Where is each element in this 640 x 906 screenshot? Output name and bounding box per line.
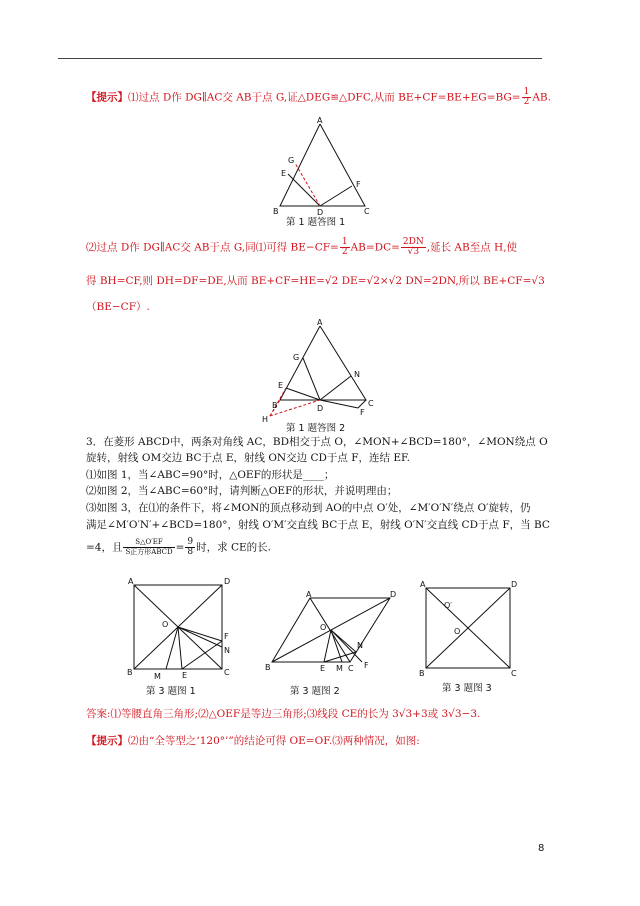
svg-text:O: O <box>320 623 327 632</box>
fig3-3-caption: 第 3 题图 3 <box>442 683 492 694</box>
svg-text:O′: O′ <box>444 601 453 610</box>
hint2-line3: （BE−CF）. <box>86 301 150 313</box>
svg-text:E: E <box>320 664 326 673</box>
hint3-line <box>86 734 420 748</box>
hint1-fraction: $\frac{1}{2}$ <box>523 87 530 107</box>
svg-text:C: C <box>368 399 374 408</box>
svg-text:F: F <box>360 408 365 417</box>
hint1-line <box>86 88 551 107</box>
svg-text:B: B <box>419 669 425 678</box>
svg-text:O: O <box>162 620 169 629</box>
svg-text:H: H <box>262 415 269 424</box>
svg-text:C: C <box>511 669 517 678</box>
problem3-line5: ⑶如图 3，在⑴的条件下，将∠MON的顶点移动到 AO的中点 O′处，∠M′O′N′绕点 O′旋转，仍 <box>86 502 531 514</box>
svg-text:D: D <box>511 580 518 589</box>
svg-text:B: B <box>127 668 133 677</box>
svg-text:N: N <box>354 370 360 379</box>
hint1-tail: AB. <box>532 91 551 104</box>
answer-line: 答案:⑴等腰直角三角形;⑵△OEF是等边三角形;⑶线段 CE的长为 3√3+3或 3√3−3. <box>86 708 481 720</box>
svg-text:D: D <box>390 590 397 599</box>
svg-text:N: N <box>357 641 363 650</box>
hint2-line2: 得 BH=CF,则 DH=DF=DE,从而 BE+CF=HE=√2 DE=√2×√2 DN=2DN,所以 BE+CF=√3 <box>86 275 545 287</box>
header-rule <box>58 58 542 59</box>
problem3-line4: ⑵如图 2，当∠ABC=60°时，请判断△OEF的形状，并说明理由； <box>86 485 398 497</box>
svg-text:E: E <box>278 381 284 390</box>
svg-text:M: M <box>154 672 161 680</box>
svg-text:A: A <box>306 590 312 599</box>
fig1-label-a: A <box>317 116 323 125</box>
problem3-line1: 3．在菱形 ABCD中，两条对角线 AC，BD相交于点 O，∠MON+∠BCD=180°，∠MON绕点 O <box>86 436 548 448</box>
svg-text:E: E <box>182 671 188 680</box>
svg-text:B: B <box>265 663 271 672</box>
problem3-line6: 满足∠M′O′N′+∠BCD=180°，射线 O′M′交直线 BC于点 E，射线 O′N′交直线 CD于点 F，当 BC <box>86 519 550 531</box>
fig1-label-d: D <box>317 208 324 216</box>
svg-text:F: F <box>364 661 369 670</box>
figure-3-1 <box>124 575 234 680</box>
fig1-label-c: C <box>364 207 370 216</box>
svg-text:A: A <box>128 577 134 586</box>
fig1-label-b: B <box>273 207 279 216</box>
svg-text:B: B <box>272 401 278 410</box>
svg-text:F: F <box>224 632 229 641</box>
hint-tag: 【提示】 <box>86 91 128 104</box>
svg-text:D: D <box>317 404 324 413</box>
problem3-line7: =4，且 $\frac{S\triangle O'EF}{\text{S正方形ABCD}}$ = $\frac{9}{8}$ 时，求 CE的长. <box>86 537 271 557</box>
page-number: 8 <box>538 843 545 854</box>
hint3-text: ⑵由“全等型之‘120°’”的结论可得 OE=OF.⑶两种情况，如图: <box>128 735 420 747</box>
svg-text:O: O <box>454 627 461 636</box>
svg-text:A: A <box>420 580 426 589</box>
problem3-line2: 旋转，射线 OM交边 BC于点 E，射线 ON交边 CD于点 F，连结 EF. <box>86 452 411 464</box>
hint-tag: 【提示】 <box>86 735 128 747</box>
figure-3-3 <box>416 578 520 678</box>
figure-2 <box>258 318 388 428</box>
problem3-line3: ⑴如图 1，当∠ABC=90°时，△OEF的形状是____； <box>86 469 335 481</box>
fig2-caption: 第 1 题答图 2 <box>286 423 346 434</box>
figure-3-2 <box>262 588 402 678</box>
fig3-2-caption: 第 3 题图 2 <box>290 686 340 697</box>
svg-text:M: M <box>336 664 343 673</box>
svg-text:C: C <box>348 664 354 673</box>
fig1-label-f: F <box>356 180 361 189</box>
fig3-1-caption: 第 3 题图 1 <box>146 686 196 697</box>
svg-text:C: C <box>224 668 230 677</box>
svg-text:D: D <box>224 577 231 586</box>
figure-1 <box>270 116 380 216</box>
svg-text:G: G <box>293 353 300 362</box>
fig1-caption: 第 1 题答图 1 <box>286 217 346 228</box>
hint1-text: ⑴过点 D作 DG∥AC交 AB于点 G,证△DEG≌△DFC,从而 BE+CF=BE+EG=BG= <box>128 91 521 104</box>
svg-text:N: N <box>224 646 230 655</box>
fig1-label-e: E <box>281 169 287 178</box>
seg-df <box>320 186 352 206</box>
hint2-line1: ⑵过点 D作 DG∥AC交 AB于点 G,同⑴可得 BE−CF= $\frac{1}{2}$ AB=DC= $\frac{2DN}{√3}$ ,延长 AB至点 H,使 <box>86 237 518 257</box>
svg-text:A: A <box>317 318 323 327</box>
fig1-label-g: G <box>288 156 295 165</box>
